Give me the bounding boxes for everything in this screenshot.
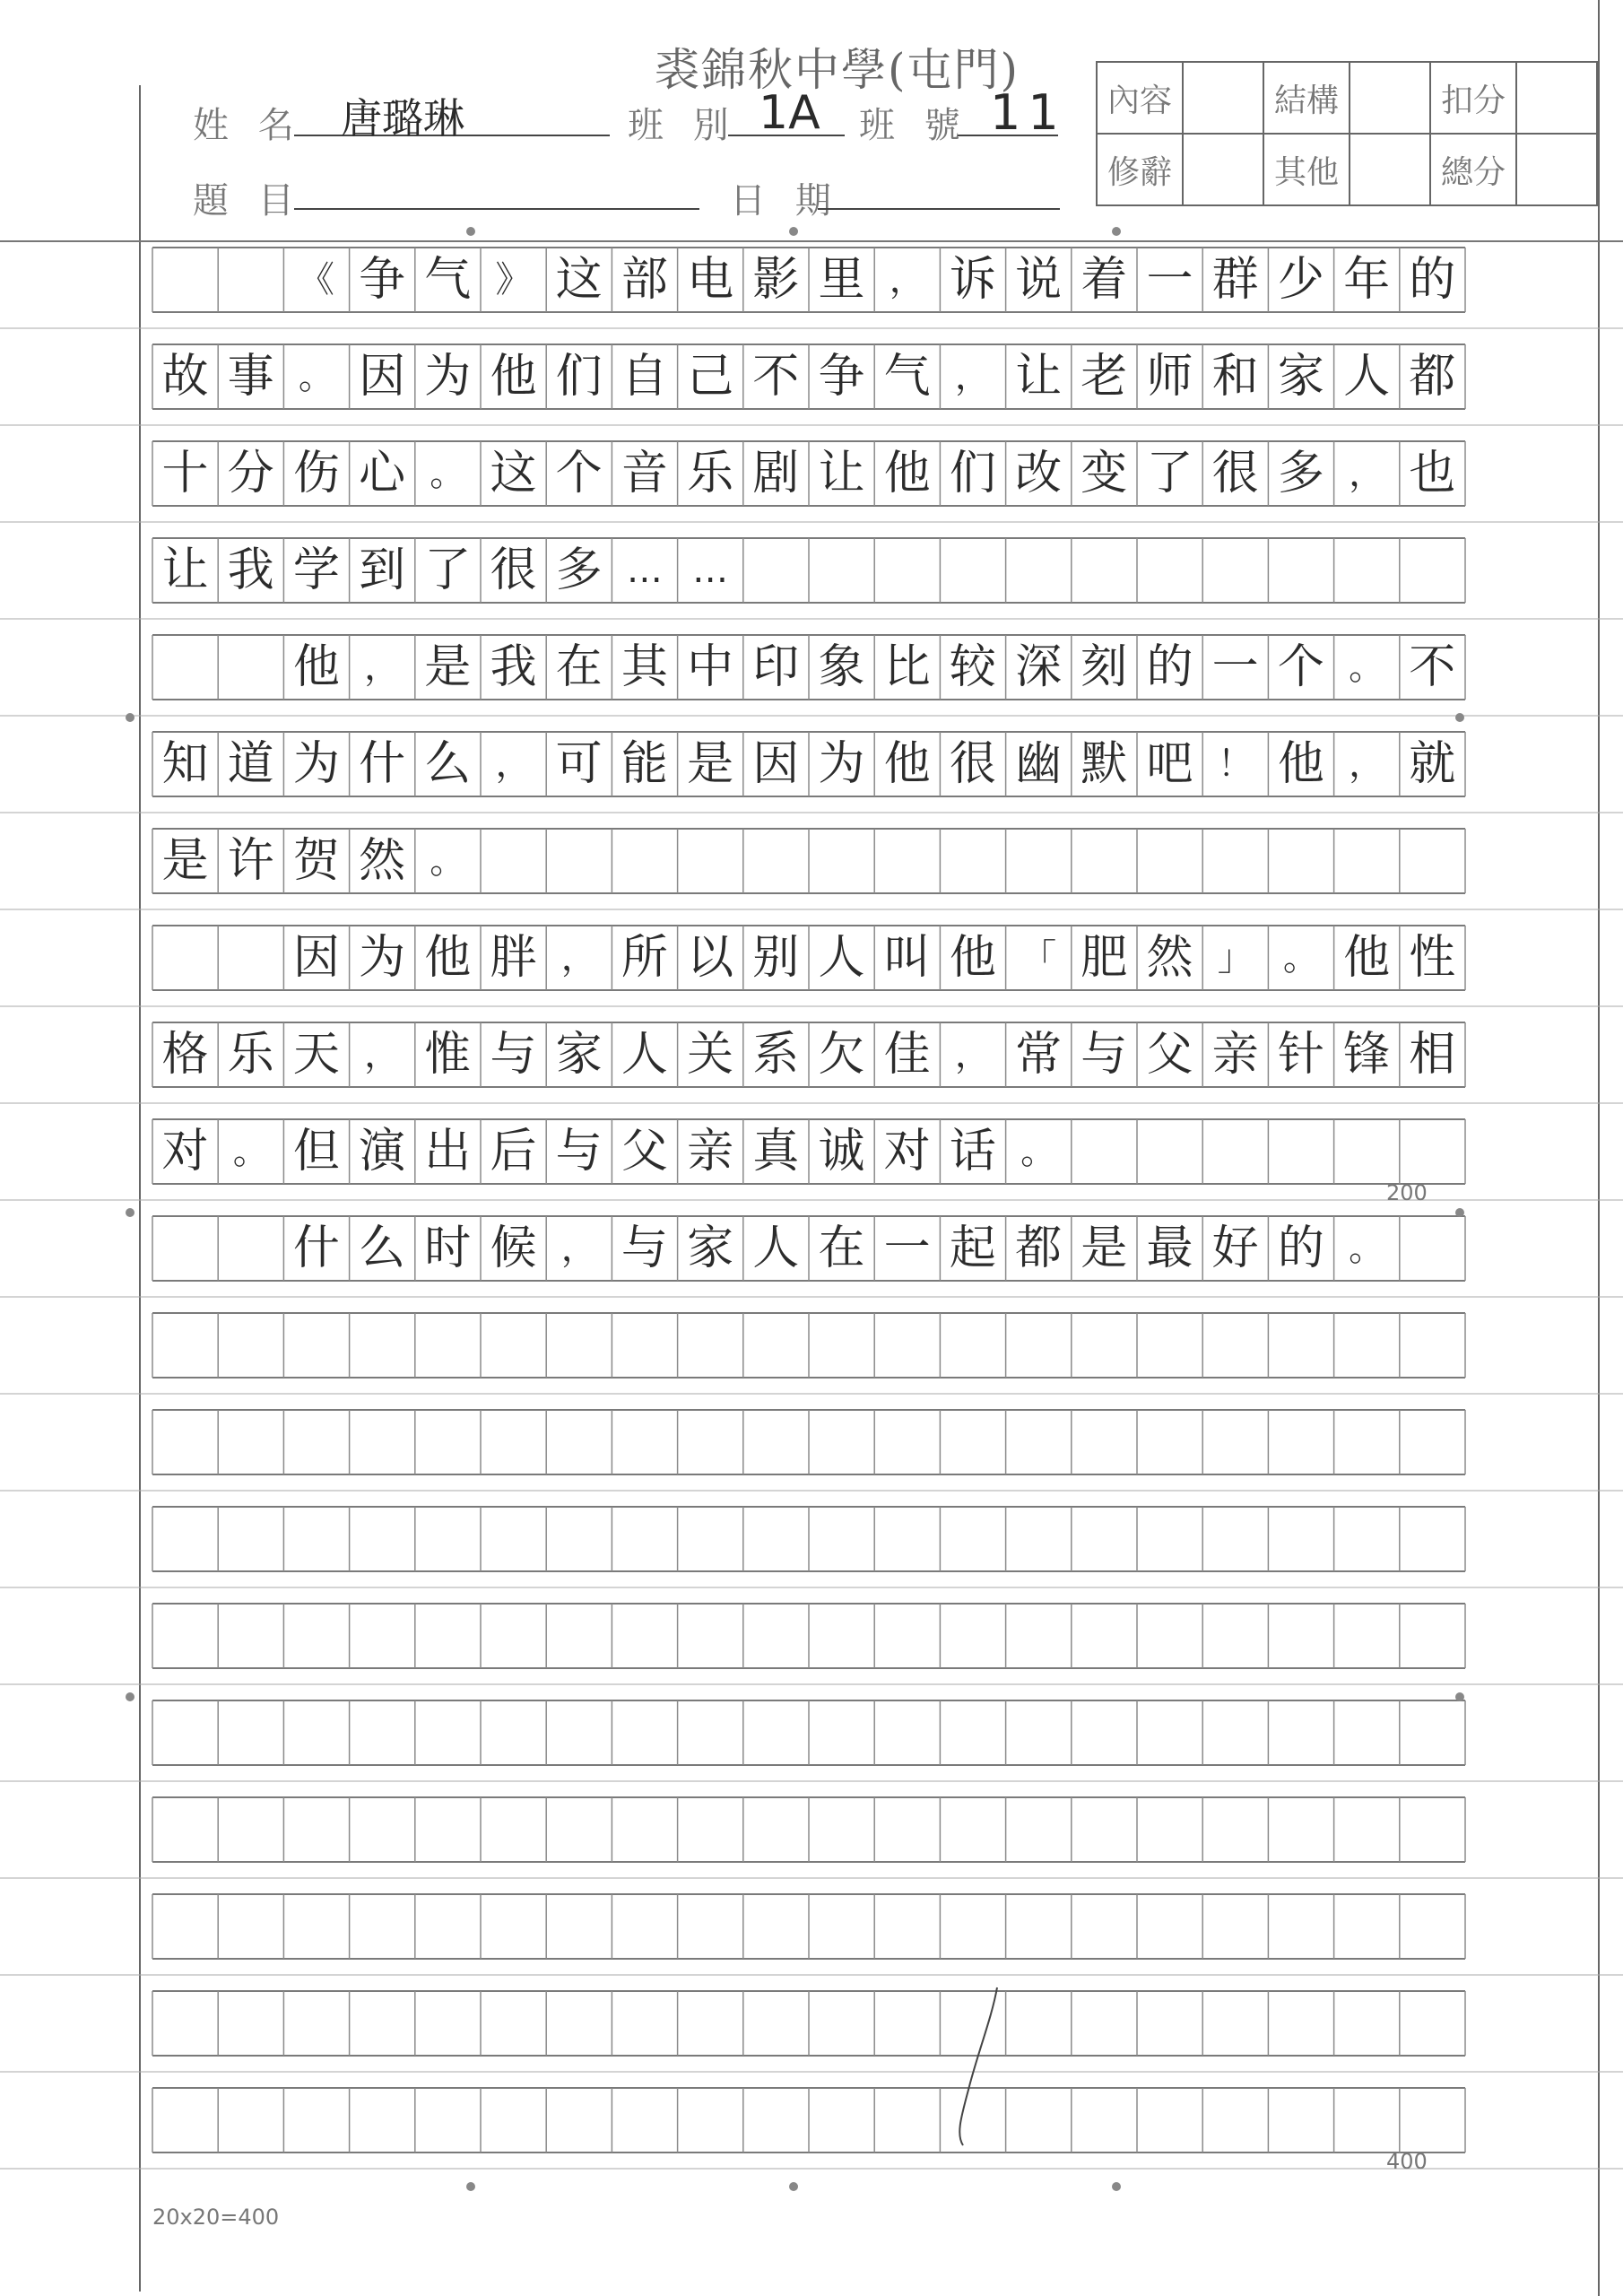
essay-char-r3-c15: 变 <box>1081 447 1128 500</box>
essay-char-r9-c16: 父 <box>1146 1028 1193 1082</box>
essay-char-r11-c7: ， <box>560 1228 597 1269</box>
essay-char-r6-c16: 吧 <box>1146 737 1193 791</box>
essay-char-r9-c4: ， <box>364 1034 401 1075</box>
essay-char-r9-c3: 天 <box>292 1028 340 1082</box>
essay-char-r4-c7: 多 <box>555 544 603 597</box>
essay-char-r8-c18: 。 <box>1282 937 1319 978</box>
score-other-label: 其他 <box>1263 134 1350 205</box>
essay-char-r3-c14: 改 <box>1015 447 1063 500</box>
essay-char-r3-c16: 了 <box>1146 447 1193 500</box>
class-value: 1A <box>759 86 820 140</box>
essay-char-r10-c10: 真 <box>752 1125 800 1178</box>
essay-char-r10-c2: 。 <box>232 1131 269 1172</box>
essay-char-r9-c14: 常 <box>1015 1028 1063 1082</box>
essay-char-r7-c1: 是 <box>161 834 209 888</box>
essay-char-r2-c7: 们 <box>555 350 603 404</box>
essay-char-r11-c16: 最 <box>1146 1222 1193 1275</box>
essay-char-r6-c8: 能 <box>621 737 668 791</box>
essay-char-r5-c3: 他 <box>292 640 340 694</box>
essay-char-r9-c18: 针 <box>1277 1028 1324 1082</box>
essay-char-r5-c7: 在 <box>555 640 603 694</box>
essay-char-r10-c6: 后 <box>490 1125 537 1178</box>
essay-char-r9-c15: 与 <box>1081 1028 1128 1082</box>
essay-char-r3-c10: 剧 <box>752 447 800 500</box>
essay-char-r3-c3: 伤 <box>292 447 340 500</box>
essay-char-r4-c3: 学 <box>292 544 340 597</box>
essay-char-r8-c20: 性 <box>1409 931 1456 985</box>
essay-char-r9-c13: ， <box>954 1034 991 1075</box>
essay-char-r9-c10: 系 <box>752 1028 800 1082</box>
essay-char-r5-c13: 较 <box>949 640 996 694</box>
essay-char-r11-c11: 在 <box>818 1222 865 1275</box>
essay-char-r1-c3: 《 <box>298 259 334 300</box>
essay-char-r11-c18: 的 <box>1277 1222 1324 1275</box>
essay-char-r10-c14: 。 <box>1020 1131 1057 1172</box>
essay-char-r5-c18: 个 <box>1277 640 1324 694</box>
essay-char-r10-c1: 对 <box>161 1125 209 1178</box>
essay-char-r1-c7: 这 <box>555 253 603 307</box>
essay-char-r4-c9: … <box>692 550 729 591</box>
essay-char-r10-c12: 对 <box>883 1125 931 1178</box>
essay-char-r8-c14: 「 <box>1020 937 1057 978</box>
essay-char-r9-c17: 亲 <box>1211 1028 1259 1082</box>
essay-char-r11-c5: 时 <box>424 1222 472 1275</box>
essay-char-r2-c8: 自 <box>621 350 668 404</box>
essay-char-r7-c2: 许 <box>227 834 274 888</box>
essay-char-r4-c1: 让 <box>161 544 209 597</box>
essay-char-r5-c5: 是 <box>424 640 472 694</box>
essay-char-r1-c11: 里 <box>818 253 865 307</box>
score-structure-label: 結構 <box>1263 62 1350 134</box>
essay-char-r2-c16: 师 <box>1146 350 1193 404</box>
name-value: 唐璐琳 <box>341 94 464 143</box>
essay-char-r3-c7: 个 <box>555 447 603 500</box>
essay-char-r6-c4: 什 <box>359 737 406 791</box>
essay-char-r2-c15: 老 <box>1081 350 1128 404</box>
essay-char-r2-c18: 家 <box>1277 350 1324 404</box>
essay-char-r6-c5: 么 <box>424 737 472 791</box>
class-label: 班 別 <box>628 105 738 146</box>
essay-char-r9-c19: 锋 <box>1343 1028 1391 1082</box>
title-label: 題 目 <box>193 180 303 222</box>
essay-char-r11-c3: 什 <box>292 1222 340 1275</box>
essay-char-r2-c5: 为 <box>424 350 472 404</box>
essay-char-r9-c9: 关 <box>687 1028 734 1082</box>
essay-char-r4-c2: 我 <box>227 544 274 597</box>
essay-char-r6-c15: 默 <box>1081 737 1128 791</box>
essay-char-r11-c9: 家 <box>687 1222 734 1275</box>
essay-char-r8-c12: 叫 <box>883 931 931 985</box>
essay-char-r8-c16: 然 <box>1146 931 1193 985</box>
essay-char-r3-c19: ， <box>1349 453 1385 494</box>
essay-char-r11-c19: 。 <box>1349 1228 1385 1269</box>
score-content-label: 內容 <box>1097 62 1183 134</box>
essay-char-r1-c8: 部 <box>621 253 668 307</box>
essay-char-r3-c4: 心 <box>359 447 406 500</box>
essay-char-r1-c14: 说 <box>1015 253 1063 307</box>
essay-char-r6-c2: 道 <box>227 737 274 791</box>
essay-char-r3-c11: 让 <box>818 447 865 500</box>
essay-char-r3-c12: 他 <box>883 447 931 500</box>
essay-char-r4-c8: … <box>626 550 663 591</box>
essay-char-r7-c3: 贺 <box>292 834 340 888</box>
essay-char-r5-c17: 一 <box>1211 640 1259 694</box>
essay-char-r5-c10: 印 <box>752 640 800 694</box>
essay-char-r11-c14: 都 <box>1015 1222 1063 1275</box>
score-rhetoric-label: 修辭 <box>1097 134 1183 205</box>
essay-char-r3-c6: 这 <box>490 447 537 500</box>
essay-char-r2-c17: 和 <box>1211 350 1259 404</box>
essay-char-r10-c11: 诚 <box>818 1125 865 1178</box>
essay-char-r2-c10: 不 <box>752 350 800 404</box>
essay-char-r2-c3: 。 <box>298 356 334 397</box>
essay-char-r8-c6: 胖 <box>490 931 537 985</box>
essay-char-r8-c17: 」 <box>1217 937 1254 978</box>
essay-char-r8-c10: 别 <box>752 931 800 985</box>
essay-char-r5-c6: 我 <box>490 640 537 694</box>
essay-char-r8-c3: 因 <box>292 931 340 985</box>
score-total-label: 總分 <box>1430 134 1516 205</box>
essay-char-r1-c9: 电 <box>687 253 734 307</box>
essay-char-r8-c5: 他 <box>424 931 472 985</box>
name-label: 姓 名 <box>193 105 303 146</box>
essay-char-r11-c6: 候 <box>490 1222 537 1275</box>
essay-char-r1-c18: 少 <box>1277 253 1324 307</box>
essay-char-r3-c13: 们 <box>949 447 996 500</box>
essay-char-r6-c13: 很 <box>949 737 996 791</box>
essay-char-r3-c5: 。 <box>430 453 466 494</box>
essay-char-r11-c8: 与 <box>621 1222 668 1275</box>
essay-char-r9-c11: 欠 <box>818 1028 865 1082</box>
essay-char-r2-c13: ， <box>954 356 991 397</box>
essay-char-r5-c8: 其 <box>621 640 668 694</box>
essay-char-r5-c14: 深 <box>1015 640 1063 694</box>
number-label: 班 號 <box>859 105 969 146</box>
essay-char-r8-c15: 肥 <box>1081 931 1128 985</box>
essay-char-r5-c15: 刻 <box>1081 640 1128 694</box>
essay-char-r6-c17: ！ <box>1217 744 1254 785</box>
essay-char-r1-c16: 一 <box>1146 253 1193 307</box>
pen-stroke-mark <box>942 1982 1013 2152</box>
essay-char-r2-c9: 己 <box>687 350 734 404</box>
essay-char-r3-c1: 十 <box>161 447 209 500</box>
essay-char-r6-c18: 他 <box>1277 737 1324 791</box>
essay-char-r9-c5: 惟 <box>424 1028 472 1082</box>
grid-mark-200: 200 <box>1386 1180 1428 1205</box>
essay-char-r8-c4: 为 <box>359 931 406 985</box>
essay-char-r9-c2: 乐 <box>227 1028 274 1082</box>
essay-char-r3-c9: 乐 <box>687 447 734 500</box>
essay-char-r7-c5: 。 <box>430 840 466 882</box>
date-label: 日 期 <box>730 180 840 222</box>
essay-char-r10-c9: 亲 <box>687 1125 734 1178</box>
essay-char-r2-c6: 他 <box>490 350 537 404</box>
essay-char-r6-c1: 知 <box>161 737 209 791</box>
essay-char-r2-c2: 事 <box>227 350 274 404</box>
essay-char-r9-c7: 家 <box>555 1028 603 1082</box>
essay-char-r11-c10: 人 <box>752 1222 800 1275</box>
essay-char-r2-c20: 都 <box>1409 350 1456 404</box>
essay-char-r1-c13: 诉 <box>949 253 996 307</box>
essay-char-r11-c4: 么 <box>359 1222 406 1275</box>
essay-char-r2-c11: 争 <box>818 350 865 404</box>
essay-char-r3-c2: 分 <box>227 447 274 500</box>
essay-char-r2-c12: 气 <box>883 350 931 404</box>
essay-char-r6-c3: 为 <box>292 737 340 791</box>
essay-char-r10-c13: 话 <box>949 1125 996 1178</box>
essay-char-r11-c17: 好 <box>1211 1222 1259 1275</box>
essay-char-r2-c19: 人 <box>1343 350 1391 404</box>
essay-char-r4-c5: 了 <box>424 544 472 597</box>
essay-char-r6-c9: 是 <box>687 737 734 791</box>
essay-char-r10-c3: 但 <box>292 1125 340 1178</box>
essay-char-r10-c4: 演 <box>359 1125 406 1178</box>
essay-char-r11-c13: 起 <box>949 1222 996 1275</box>
essay-char-r8-c9: 以 <box>687 931 734 985</box>
essay-char-r2-c4: 因 <box>359 350 406 404</box>
grid-size-label: 20x20=400 <box>152 2205 280 2230</box>
essay-char-r5-c4: ， <box>364 647 401 688</box>
essay-char-r9-c8: 人 <box>621 1028 668 1082</box>
essay-char-r10-c5: 出 <box>424 1125 472 1178</box>
essay-char-r9-c1: 格 <box>161 1028 209 1082</box>
essay-char-r6-c20: 就 <box>1409 737 1456 791</box>
essay-char-r4-c4: 到 <box>359 544 406 597</box>
essay-char-r2-c1: 故 <box>161 350 209 404</box>
essay-char-r1-c20: 的 <box>1409 253 1456 307</box>
essay-char-r6-c11: 为 <box>818 737 865 791</box>
essay-char-r1-c6: 》 <box>495 259 532 300</box>
score-deduction-label: 扣分 <box>1430 62 1516 134</box>
essay-char-r8-c13: 他 <box>949 931 996 985</box>
essay-char-r6-c6: ， <box>495 744 532 785</box>
essay-char-r5-c20: 不 <box>1409 640 1456 694</box>
essay-char-r6-c7: 可 <box>555 737 603 791</box>
essay-char-r1-c12: ， <box>889 259 925 300</box>
essay-char-r11-c12: 一 <box>883 1222 931 1275</box>
essay-char-r9-c6: 与 <box>490 1028 537 1082</box>
essay-char-r6-c12: 他 <box>883 737 931 791</box>
essay-char-r1-c10: 影 <box>752 253 800 307</box>
essay-char-r8-c8: 所 <box>621 931 668 985</box>
essay-char-r9-c12: 佳 <box>883 1028 931 1082</box>
number-value: 11 <box>990 84 1066 141</box>
essay-char-r10-c7: 与 <box>555 1125 603 1178</box>
essay-char-r3-c20: 也 <box>1409 447 1456 500</box>
school-name: 裘錦秋中學(屯門) <box>655 44 1020 96</box>
essay-char-r9-c20: 相 <box>1409 1028 1456 1082</box>
essay-char-r5-c12: 比 <box>883 640 931 694</box>
essay-char-r3-c17: 很 <box>1211 447 1259 500</box>
essay-char-r5-c11: 象 <box>818 640 865 694</box>
essay-char-r3-c8: 音 <box>621 447 668 500</box>
essay-char-r8-c19: 他 <box>1343 931 1391 985</box>
essay-char-r4-c6: 很 <box>490 544 537 597</box>
essay-char-r2-c14: 让 <box>1015 350 1063 404</box>
essay-char-r8-c7: ， <box>560 937 597 978</box>
essay-char-r6-c19: ， <box>1349 744 1385 785</box>
essay-char-r5-c19: 。 <box>1349 647 1385 688</box>
essay-char-r10-c8: 父 <box>621 1125 668 1178</box>
essay-char-r1-c5: 气 <box>424 253 472 307</box>
essay-char-r8-c11: 人 <box>818 931 865 985</box>
essay-char-r5-c16: 的 <box>1146 640 1193 694</box>
essay-char-r6-c14: 幽 <box>1015 737 1063 791</box>
essay-char-r3-c18: 多 <box>1277 447 1324 500</box>
essay-char-r1-c4: 争 <box>359 253 406 307</box>
grid-mark-400: 400 <box>1386 2149 1428 2174</box>
essay-char-r6-c10: 因 <box>752 737 800 791</box>
essay-char-r11-c15: 是 <box>1081 1222 1128 1275</box>
essay-char-r7-c4: 然 <box>359 834 406 888</box>
essay-char-r5-c9: 中 <box>687 640 734 694</box>
essay-char-r1-c19: 年 <box>1343 253 1391 307</box>
essay-char-r1-c17: 群 <box>1211 253 1259 307</box>
essay-char-r1-c15: 着 <box>1081 253 1128 307</box>
